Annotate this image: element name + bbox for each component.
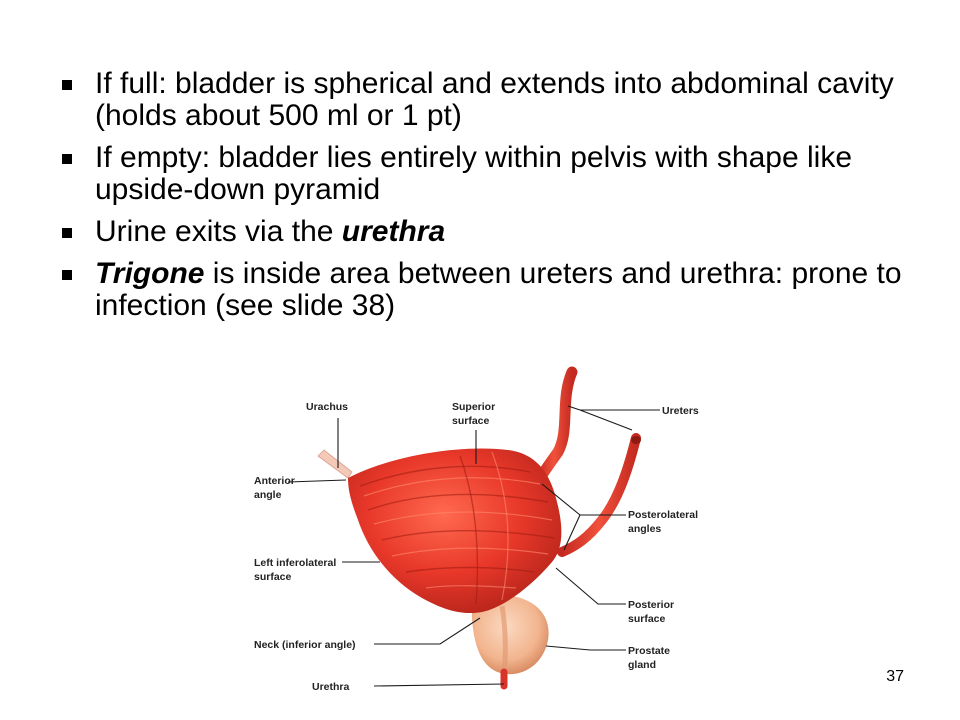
bullet-item <box>58 258 918 322</box>
label-posterolateral-angles: angles <box>628 523 662 535</box>
bladder-diagram <box>240 360 720 700</box>
label-urethra: Urethra <box>312 681 350 693</box>
bullet-list <box>58 68 918 332</box>
label-neck: Neck (inferior angle) <box>254 639 356 651</box>
label-posterior-surface: surface <box>628 613 666 625</box>
urachus <box>318 450 352 478</box>
ureter-opening <box>631 436 641 444</box>
bullet-item <box>58 142 918 206</box>
bullet-term: urethra <box>341 215 446 248</box>
label-prostate-gland: Prostate <box>628 645 671 657</box>
bullet-text: is inside area between ureters and urethra: prone to infection (see slide 38) <box>95 257 902 322</box>
ureter-left <box>536 372 572 484</box>
label-anterior-angle: Anterior <box>254 475 295 487</box>
square-bullet-icon <box>62 80 72 90</box>
bullet-text: If full: bladder is spherical and extends into abdominal cavity (holds about 500 ml or 1 pt) <box>95 67 894 132</box>
bullet-item <box>58 68 918 132</box>
square-bullet-icon <box>62 228 72 238</box>
ureter-right <box>562 438 636 552</box>
label-prostate-gland: gland <box>628 659 656 671</box>
label-anterior-angle: angle <box>254 489 282 501</box>
bullet-term: Trigone <box>95 257 205 290</box>
label-superior-surface: surface <box>452 415 490 427</box>
label-posterior-surface: Posterior <box>628 599 675 611</box>
bullet-text: Urine exits via the <box>95 215 342 248</box>
label-urachus: Urachus <box>306 401 349 413</box>
label-posterolateral-angles: Posterolateral <box>628 509 699 521</box>
square-bullet-icon <box>62 270 72 280</box>
label-left-inferolateral-surface: surface <box>254 571 292 583</box>
slide-number: 37 <box>886 668 904 685</box>
label-superior-surface: Superior <box>452 401 496 413</box>
label-ureters: Ureters <box>662 405 699 417</box>
label-left-inferolateral-surface: Left inferolateral <box>254 557 337 569</box>
square-bullet-icon <box>62 154 72 164</box>
bullet-item <box>58 216 918 248</box>
bullet-text: If empty: bladder lies entirely within pelvis with shape like upside-down pyramid <box>95 141 853 206</box>
